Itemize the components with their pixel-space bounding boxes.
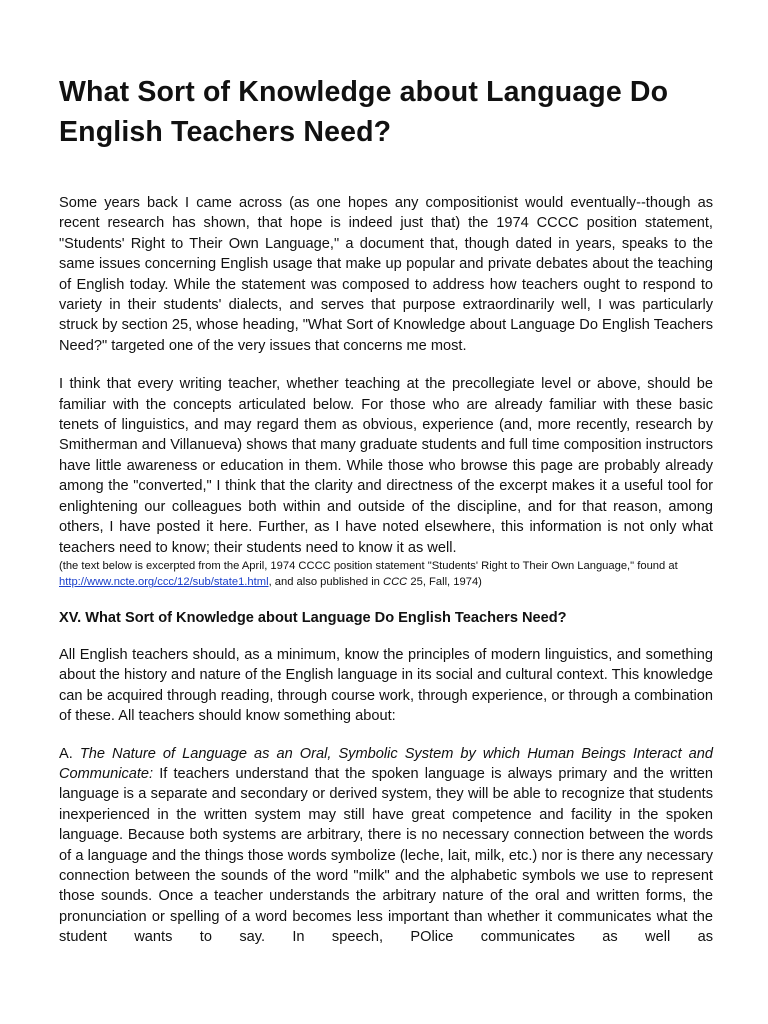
source-note-middle: , and also published in	[268, 576, 384, 589]
section-heading: XV. What Sort of Knowledge about Language Do English Teachers Need?	[59, 609, 567, 626]
item-a-title: The Nature of Language as an Oral, Symbolic System by which Human Beings Interact and Communicate:	[59, 745, 714, 782]
intro-paragraph: Some years back I came across (as one hopes any compositionist would eventually--though as recent research has shown, that hope is indeed just that) the 1974 CCCC position statement, "Students' Right to Their Own Language," a document that, though dated in years, speaks to the same issues concerning English usage that make up popular and private debates about the teaching of English today. While the statement was composed to address how teachers ought to respond to variety in their students' dialects, and serves that purpose extraordinarily well, I was particularly struck by section 25, whose heading, "What Sort of Knowledge about Language Do English Teachers Need?" targeted one of the very issues that concerns me most.	[59, 195, 713, 354]
item-a-paragraph	[59, 744, 713, 948]
item-a-body: If teachers understand that the spoken language is always primary and the written language is a separate and secondary or derived system, they will be able to recognize that students inexperienced in the written system may still have great competence and facility in the spoken language. Because both systems are arbitrary, there is no necessary connection between the words of a language and the things those words symbolize (leche, lait, milk, etc.) nor is there any necessary connection between the sounds of the word "milk" and the alphabetic symbols we use to represent those sounds. Once a teacher understands the arbitrary nature of the oral and written forms, the pronunciation or spelling of a word becomes less important than whether it communicates what the student wants to say. In speech, POlice communicates as well as	[59, 765, 713, 946]
document-title: What Sort of Knowledge about Language Do English Teachers Need?	[59, 76, 669, 148]
source-link[interactable]: http://www.ncte.org/ccc/12/sub/state1.html	[59, 576, 269, 589]
section-paragraph: All English teachers should, as a minimum, know the principles of modern linguistics, and something about the history and nature of the English language in its social and cultural context. This knowledge can be acquired through reading, through course work, through experience, or through a combination of these. All teachers should know something about:	[59, 646, 713, 725]
document-page	[59, 72, 713, 948]
journal-name: CCC	[383, 576, 408, 589]
item-a-label: A.	[59, 745, 80, 762]
source-note-suffix: 25, Fall, 1974)	[407, 576, 482, 589]
source-note-prefix: (the text below is excerpted from the April, 1974 CCCC position statement "Students' Right to Their Own Language," found at	[59, 559, 678, 572]
source-note	[59, 558, 713, 591]
second-paragraph: I think that every writing teacher, whether teaching at the precollegiate level or above, should be familiar with the concepts articulated below. For those who are already familiar with these basic tenets of linguistics, and may regard them as obvious, experience (and, more recently, research by Smitherman and Villanueva) shows that many graduate students and full time composition instructors have little awareness or education in them. While those who browse this page are probably already among the "converted," I think that the clarity and directness of the excerpt makes it a useful tool for enlightening our colleagues both within and outside of the discipline, and for that reason, among others, I have posted it here. Further, as I have noted elsewhere, this information is not only what teachers need to know; their students need to know it as well.	[59, 376, 713, 556]
